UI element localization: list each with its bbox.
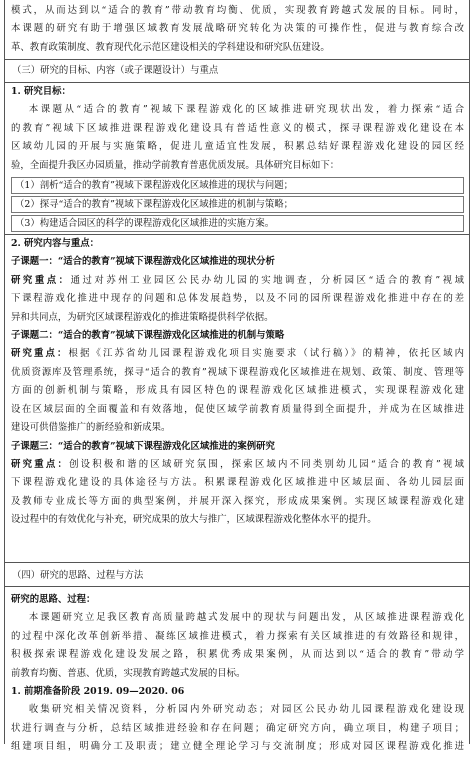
research-content <box>5 235 469 530</box>
stage-line: 状进行调查与分析，总结区域推进经验和存在问题；确定研究方向，确立项目，构建子项目； <box>11 722 464 734</box>
focus-label: 研究重点： <box>11 458 70 470</box>
approach-title: 研究的思路、过程： <box>11 594 96 605</box>
subproject-line: 下课程游戏化推进中现存的问题和总体发展趋势，以及不同的园所课程游戏化推进中存在的差 <box>11 293 464 305</box>
subproject-title: 子课题二：“适合的教育”视域下课程游戏化区域推进的机制与策略 <box>11 330 285 342</box>
subproject-line: 异和共同点，为研究区域课程游戏化的推进策略提供科学依据。 <box>11 311 274 323</box>
subproject-line: 及教师专业成长等方面的典型案例，并展开深入探究，形成成果案例。实现区域课程游戏化建 <box>11 495 464 507</box>
subproject-line: 设在区域层面的全面覆盖和有效落地，促使区域学前教育质量得到全面提升，并成为在区域推进 <box>11 403 464 415</box>
approach-line: 前教育均衡、普惠、优质，实现教育跨越式发展的目标。 <box>11 667 246 679</box>
subproject-line: 下课程游戏化建设的具体途径与方法。积累课程游戏化区域推进中区域层面、各幼儿园层面 <box>11 477 464 489</box>
goals-line: 的教育”视域下区域推进课程游戏化建设具有普适性意义的模式，探寻课程游戏化建设在本 <box>11 122 464 134</box>
focus-text: 创设积极和谐的区域研究氛围，探索区域内不同类别幼儿园“适合的教育”视域 <box>69 458 464 470</box>
goal-item: （1）剖析“适合的教育”视域下课程游戏化区域推进的现状与问题； <box>11 177 464 194</box>
focus-label: 研究重点： <box>11 348 69 360</box>
goal-item: （2）探寻“适合的教育”视域下课程游戏化区域推进的机制与策略； <box>11 196 464 213</box>
subproject-line <box>11 345 464 363</box>
focus-label: 研究重点： <box>11 274 71 286</box>
subproject-line <box>11 456 464 474</box>
subproject-line: 方面的创新机制与策略，形成具有园区特色的课程游戏化区域推进模式，实现课程游戏化建 <box>11 385 464 397</box>
goals-line: 验，全面提升我区办园质量，推动学前教育普惠优质发展。具体研究目标如下： <box>11 159 340 171</box>
section3-header: （三）研究的目标、内容（或子课题设计）与重点 <box>5 60 469 83</box>
approach-line: 积极探索课程游戏化建设发展之路，积累优秀成果案例，从而达到以“适合的教育”带动学 <box>11 649 464 661</box>
section3-block <box>4 59 470 563</box>
intro-block <box>4 0 470 60</box>
research-goals <box>5 83 469 235</box>
content-title: 2. 研究内容与重点： <box>11 238 100 250</box>
focus-text: 根据《江苏省幼儿园课程游戏化项目实施要求（试行稿）》的精神，依托区域内 <box>68 348 464 360</box>
stage-line: 收集研究相关情况资料，分析园内外研究动态；对园区公民办幼儿园课程游戏化建设现 <box>28 704 464 716</box>
subproject-line: 建设可供借鉴推广的新经验和新成果。 <box>11 422 171 434</box>
approach-line: 本课题研究立足我区教育高质量跨越式发展中的现状与问题出发，从区域推进课程游戏化 <box>28 612 464 624</box>
intro-line: 模式，从而达到以“适合的教育”带动教育均衡、优质，实现教育跨越式发展的目标。同时， <box>11 5 464 16</box>
goal-item: （3）构建适合园区的科学的课程游戏化区域推进的实施方案。 <box>11 215 464 232</box>
stage-line: 组建项目组，明确分工及职责；建立健全理论学习与交流制度；形成对园区课程游戏化推进 <box>11 741 464 753</box>
section4-header: （四）研究的思路、过程与方法 <box>5 565 469 587</box>
approach-line: 的过程中深化改革创新举措、凝练区域推进模式，着力探索有关区域推进的有效路径和规律， <box>11 630 464 642</box>
goals-line: 区域幼儿园的开展与实施策略，促进儿童适宜性发展，积累总结好课程游戏化建设的园区经 <box>11 141 464 153</box>
stage-title: 1. 前期准备阶段 2019. 09—2020. 06 <box>11 686 185 698</box>
focus-text: 通过对苏州工业园区公民办幼儿园的实地调查，分析园区“适合的教育”视域 <box>70 274 464 286</box>
intro-line: 本课题的研究有助于增强区域教育发展战略研究转化为决策的可操作性，促进与教育综合改 <box>11 23 464 35</box>
goals-line: 本课题从“适合的教育”视域下课程游戏化的区域推进研究现状出发，着力探索“适合 <box>28 104 464 116</box>
subproject-title: 子课题一：“适合的教育”视域下课程游戏化区域推进的现状分析 <box>11 256 275 268</box>
subproject-line: 优质资源库及管理系统，探寻“适合的教育”视域下课程游戏化区域推进在规划、政策、制度、管理等 <box>11 366 464 378</box>
goals-title: 1. 研究目标： <box>11 86 71 97</box>
intro-line: 革、教育政策制度、教育现代化示范区建设相关的学科建设和研究队伍建设。 <box>11 41 330 53</box>
subproject-line <box>11 272 464 290</box>
subproject-title: 子课题三：“适合的教育”视域下课程游戏化区域推进的案例研究 <box>11 440 275 452</box>
subproject-line: 设过程中的有效优化与补充，研究成果的放大与推广，区域课程游戏化整体水平的提升。 <box>11 514 377 526</box>
section4-block <box>4 562 470 753</box>
